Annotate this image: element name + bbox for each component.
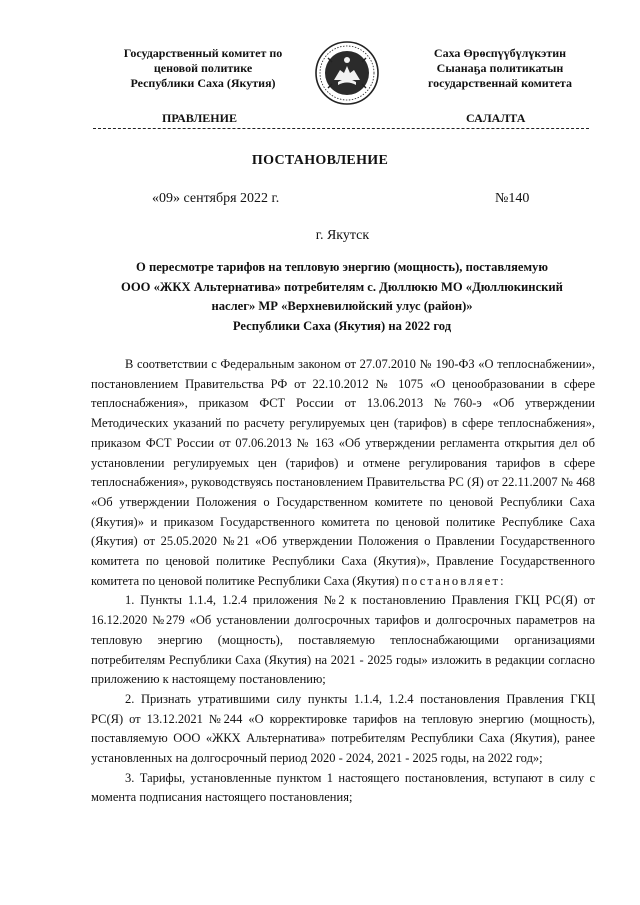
resolves-phrase: постановляет: [402,573,506,588]
clause-paragraph: 3. Тарифы, установленные пунктом 1 настоящего постановления, вступают в силу с момента подписания настоящего постановления; [91,770,595,805]
subject-line: ООО «ЖКХ Альтернатива» потребителям с. Дюллюкю МО «Дюллюкинский [121,279,563,294]
clause-paragraph: 2. Признать утратившими силу пункты 1.1.4, 1.2.4 постановления Правления ГКЦ РС(Я) от 13.12.2021 №244 «О корректировке тарифов на тепловую энергию (мощность), поставляемую ООО «ЖКХ Альтернатива» потребителям Республики Саха (Якутия), ранее установленных на долгосрочный период 2020 - 2024, 2021 - 2025 годы, на 2022 год»; [91,691,595,766]
issuer-name-yakut [400,46,600,91]
subject-line: наслег» МР «Верхневилюйский улус (район)» [211,299,473,313]
issuer-line: Государственный комитет по [123,46,283,60]
department-russian: ПРАВЛЕНИЕ [162,111,237,125]
document-body [91,355,595,808]
document-city: г. Якутск [315,228,370,243]
clause-paragraph: 1. Пункты 1.1.4, 1.2.4 приложения №2 к постановлению Правления ГКЦ РС(Я) от 16.12.2020 №279 «Об установлении долгосрочных тарифов и долгосрочных параметров на тепловую энергию (мощность), поставляемую теплоснабжающими организациями потребителям Республики Саха (Якутия) на 2021 - 2025 годы» изложить в редакции согласно приложению к настоящему постановлению; [91,593,595,687]
issuer-line: Саха Өрөспүүбүлүкэтин [433,46,567,60]
preamble-paragraph [91,355,595,591]
issuer-line: Республики Саха (Якутия) [130,76,276,90]
department-yakut: САЛАЛТА [466,111,526,125]
document-title: ПОСТАНОВЛЕНИЕ [251,153,389,168]
issuer-line: ценовой политике [153,61,253,75]
header-divider [93,128,589,129]
subject-line: О пересмотре тарифов на тепловую энергию (мощность), поставляемую [136,260,548,274]
coat-of-arms-icon [314,40,380,106]
preamble-text: В соответствии с Федеральным законом от 27.07.2010 № 190-ФЗ «О теплоснабжении», постановлением Правительства РФ от 22.10.2012 № 1075 «О ценообразовании в сфере теплоснабжения», приказом ФСТ России от 13.06.2013 №760-э «Об утверждении Методических указаний по расчету регулируемых цен (тарифов) в сфере теплоснабжения», приказом ФСТ России от 07.06.2013 № 163 «Об утверждении регламента открытия дел об установлении регулируемых цен (тарифов) и отмене регулирования тарифов в сфере теплоснабжения», руководствуясь постановлением Правительства РС (Я) от 22.11.2007 № 468 «Об утверждении Положения о Государственном комитете по ценовой Республики Саха (Якутия)» и приказом Государственного комитета по ценовой политике Республике Саха (Якутия) от 25.05.2020 №21 «Об утверждении Положения о Правлении Государственного комитета по ценовой политике Республики Саха (Якутия)», Правление Государственного комитета по ценовой политике Республики Саха (Якутия) [91,357,595,588]
issuer-line: государственнай комитета [428,76,572,90]
document-date: «09» сентября 2022 г. [152,191,280,206]
issuer-name-russian [98,46,308,91]
document-number: №140 [495,191,530,206]
issuer-line: Сыанаҕа политикатын [436,61,564,75]
subject-line: Республики Саха (Якутия) на 2022 год [232,318,452,333]
document-subject [100,258,584,336]
